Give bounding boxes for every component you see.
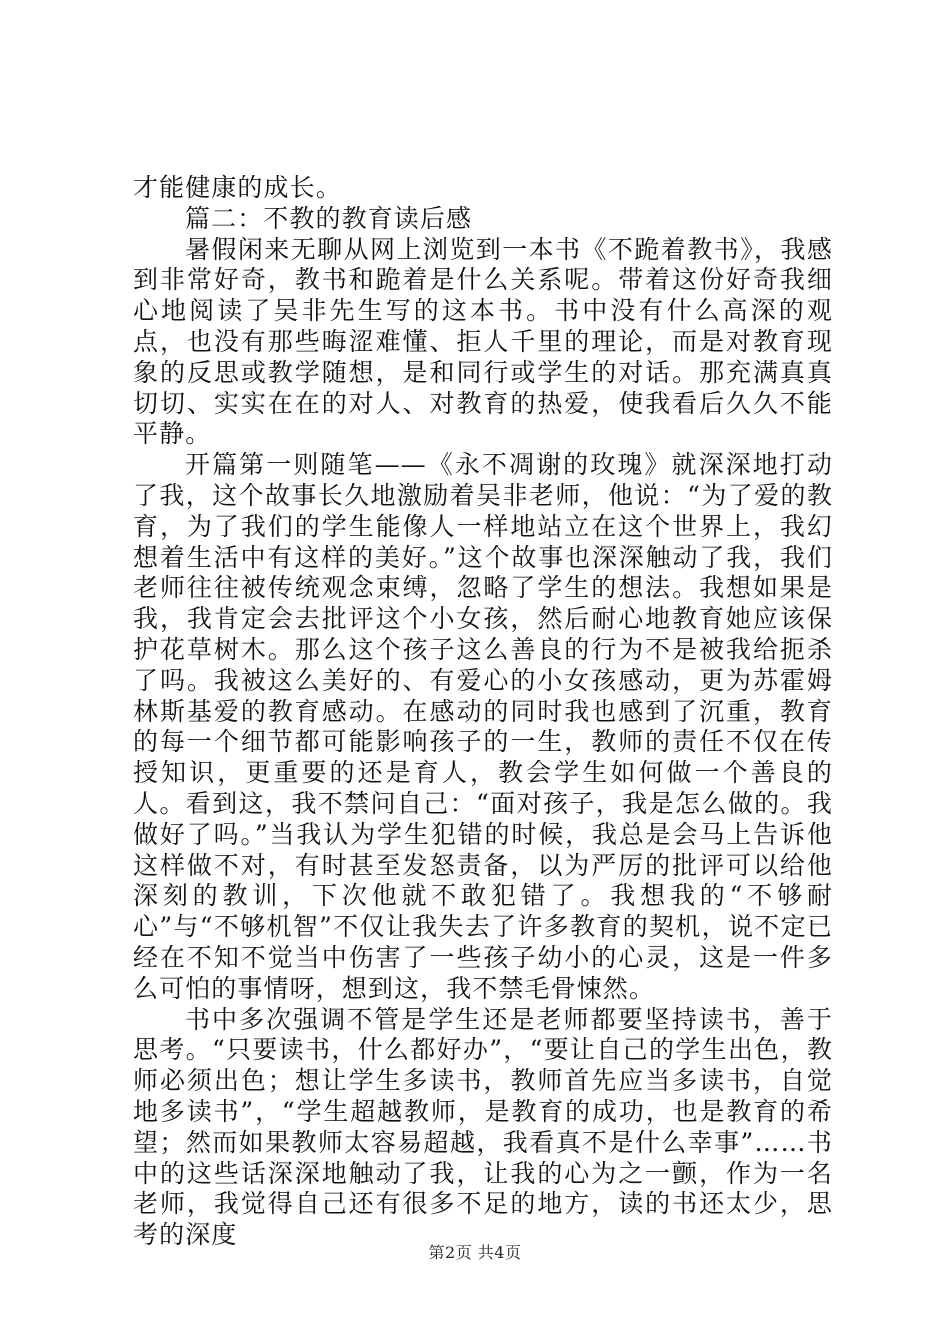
paragraph: 暑假闲来无聊从网上浏览到一本书《不跪着教书》，我感到非常好奇，教书和跪着是什么关系呢。带着这份好奇我细心地阅读了吴非先生写的这本书。书中没有什么高深的观点，也没有那些晦涩难懂、拒人千里的理论，而是对教育现象的反思或教学随想，是和同行或学生的对话。那充满真真切切、实实在在的对人、对教育的热爱，使我看后久久不能平静。 [133,234,833,449]
paragraph: 书中多次强调不管是学生还是老师都要坚持读书，善于思考。“只要读书，什么都好办”，“要让自己的学生出色，教师必须出色；想让学生多读书，教师首先应当多读书，自觉地多读书”，“学生超越教师，是教育的成功，也是教育的希望；然而如果教师太容易超越，我看真不是什么幸事”……书中的这些话深深地触动了我，让我的心为之一颤，作为一名老师，我觉得自己还有很多不足的地方，读的书还太少，思考的深度 [133,1004,833,1250]
section-title: 篇二：不教的教育读后感 [185,203,473,233]
page-number-footer: 第2页 共4页 [428,1243,522,1262]
document-body [133,173,833,1251]
paragraph: 开篇第一则随笔——《永不凋谢的玫瑰》就深深地打动了我，这个故事长久地激励着吴非老师，他说：“为了爱的教育，为了我们的学生能像人一样地站立在这个世界上，我幻想着生活中有这样的美好。”这个故事也深深触动了我，我们老师往往被传统观念束缚，忽略了学生的想法。我想如果是我，我肯定会去批评这个小女孩，然后耐心地教育她应该保护花草树木。那么这个孩子这么善良的行为不是被我给扼杀了吗。我被这么美好的、有爱心的小女孩感动，更为苏霍姆林斯基爱的教育感动。在感动的同时我也感到了沉重，教育的每一个细节都可能影响孩子的一生，教师的责任不仅在传授知识，更重要的还是育人，教会学生如何做一个善良的人。看到这，我不禁问自己：“面对孩子，我是怎么做的。我做好了吗。”当我认为学生犯错的时候，我总是会马上告诉他这样做不对，有时甚至发怒责备，以为严厉的批评可以给他深刻的教训，下次他就不敢犯错了。我想我的“不够耐心”与“不够机智”不仅让我失去了许多教育的契机，说不定已经在不知不觉当中伤害了一些孩子幼小的心灵，这是一件多么可怕的事情呀，想到这，我不禁毛骨悚然。 [133,450,833,1003]
continuation-text: 才能健康的成长。 [133,173,342,202]
